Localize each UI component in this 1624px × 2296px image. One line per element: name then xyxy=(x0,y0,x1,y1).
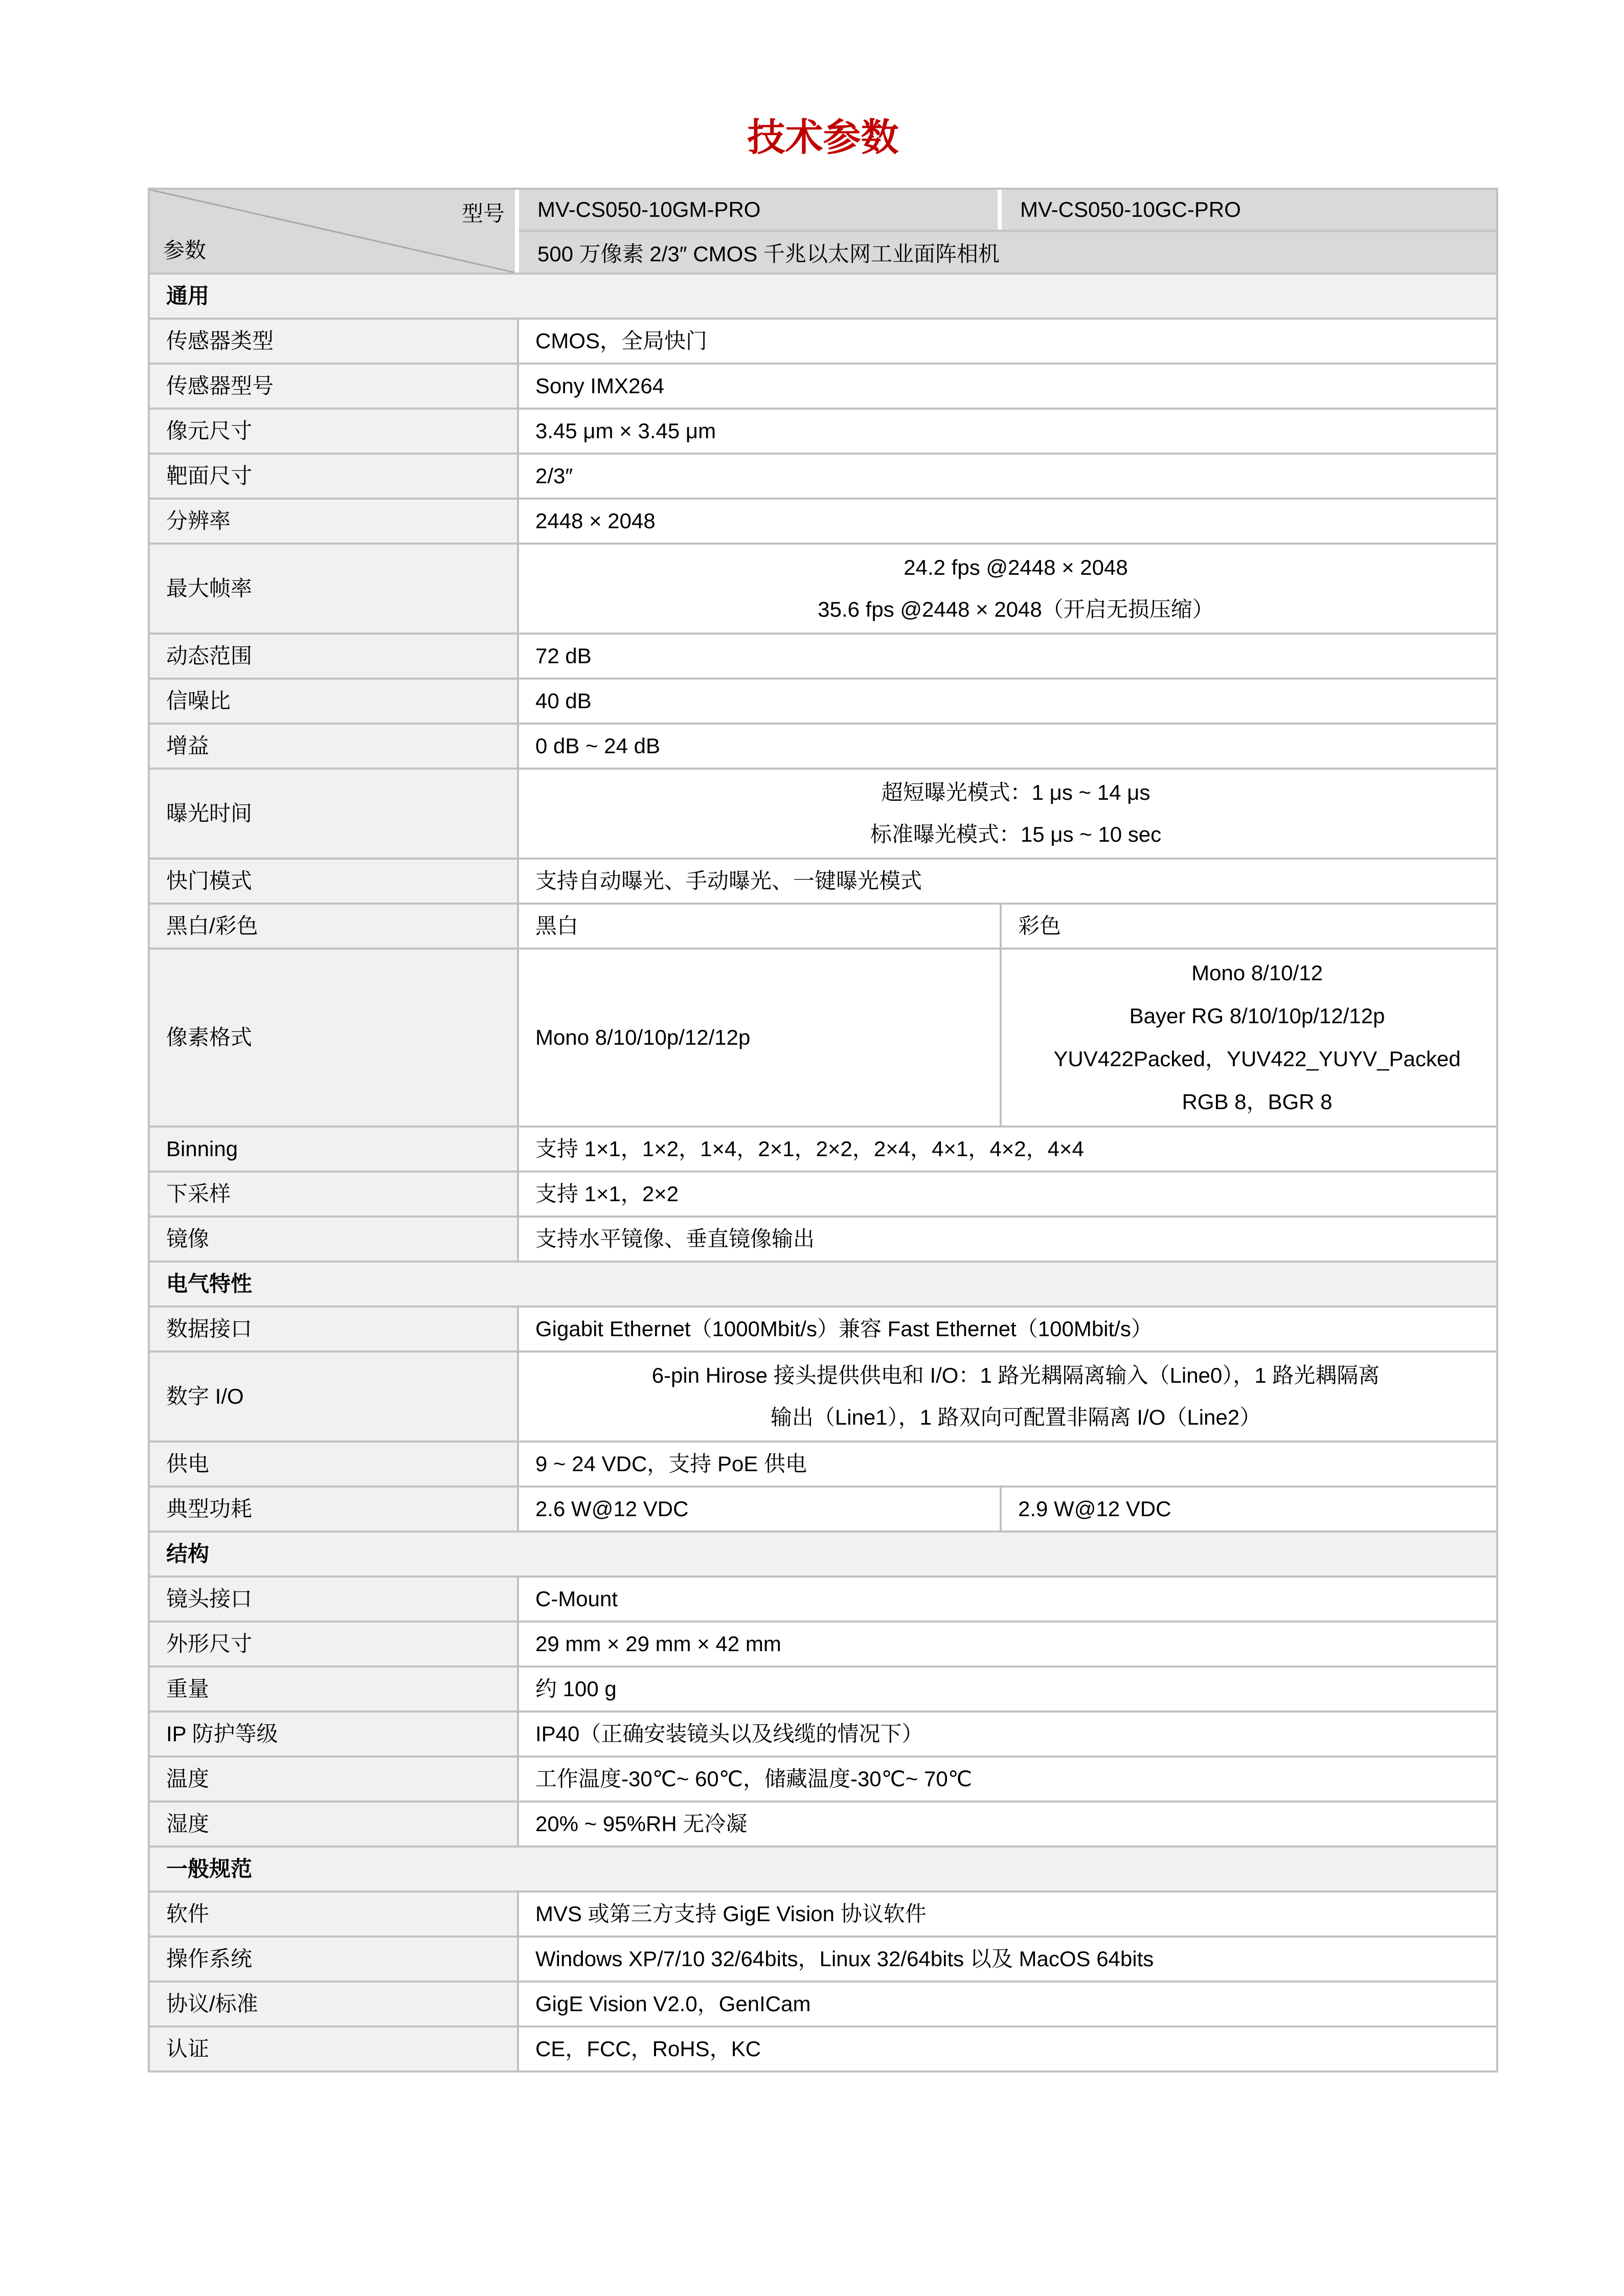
row-label-temperature: 温度 xyxy=(150,1758,517,1800)
row-label-mono-color: 黑白/彩色 xyxy=(150,905,517,948)
exposure-line-2: 标准曝光模式：15 μs ~ 10 sec xyxy=(870,822,1162,847)
row-value-pixel-format-color xyxy=(1002,950,1496,1126)
spec-table xyxy=(148,188,1498,2073)
row-value-temperature: 工作温度-30℃~ 60℃，储藏温度-30℃~ 70℃ xyxy=(519,1758,1496,1800)
row-value-snr: 40 dB xyxy=(519,680,1496,723)
row-value-lens-mount: C-Mount xyxy=(519,1578,1496,1620)
section-general-spec: 一般规范 xyxy=(150,1848,1496,1890)
row-value-software: MVS 或第三方支持 GigE Vision 协议软件 xyxy=(519,1893,1496,1935)
row-label-shutter-mode: 快门模式 xyxy=(150,860,517,903)
row-value-exposure-time xyxy=(519,770,1496,858)
row-value-digital-io xyxy=(519,1353,1496,1440)
row-value-dynamic-range: 72 dB xyxy=(519,635,1496,678)
row-label-sensor-model: 传感器型号 xyxy=(150,365,517,408)
row-value-data-interface: Gigabit Ethernet（1000Mbit/s）兼容 Fast Ethernet（100Mbit/s） xyxy=(519,1308,1496,1350)
row-value-color: 彩色 xyxy=(1002,905,1496,948)
pixel-format-line-4: RGB 8，BGR 8 xyxy=(1182,1090,1333,1114)
section-structure: 结构 xyxy=(150,1533,1496,1575)
page-title: 技术参数 xyxy=(747,116,899,159)
row-value-weight: 约 100 g xyxy=(519,1668,1496,1710)
product-subtitle: 500 万像素 2/3″ CMOS 千兆以太网工业面阵相机 xyxy=(519,232,1496,273)
row-value-certification: CE，FCC，RoHS，KC xyxy=(519,2028,1496,2070)
table-body xyxy=(150,275,1496,2070)
row-label-os: 操作系统 xyxy=(150,1938,517,1980)
row-label-weight: 重量 xyxy=(150,1668,517,1710)
row-label-data-interface: 数据接口 xyxy=(150,1308,517,1350)
row-label-dimensions: 外形尺寸 xyxy=(150,1623,517,1665)
row-label-digital-io: 数字 I/O xyxy=(150,1353,517,1440)
row-label-certification: 认证 xyxy=(150,2028,517,2070)
row-label-power-consumption: 典型功耗 xyxy=(150,1488,517,1530)
model-name-color: MV-CS050-10GC-PRO xyxy=(1002,190,1496,230)
row-value-shutter-mode: 支持自动曝光、手动曝光、一键曝光模式 xyxy=(519,860,1496,903)
row-label-ip-rating: IP 防护等级 xyxy=(150,1713,517,1755)
exposure-line-1: 超短曝光模式：1 μs ~ 14 μs xyxy=(881,780,1151,805)
row-value-dimensions: 29 mm × 29 mm × 42 mm xyxy=(519,1623,1496,1665)
row-label-dynamic-range: 动态范围 xyxy=(150,635,517,678)
row-value-pixel-format-mono: Mono 8/10/10p/12/12p xyxy=(519,950,1000,1126)
row-label-lens-mount: 镜头接口 xyxy=(150,1578,517,1620)
row-value-gain: 0 dB ~ 24 dB xyxy=(519,725,1496,768)
row-label-humidity: 湿度 xyxy=(150,1803,517,1845)
row-label-pixel-format: 像素格式 xyxy=(150,950,517,1126)
digital-io-line-2: 输出（Line1），1 路双向可配置非隔离 I/O（Line2） xyxy=(770,1405,1261,1430)
row-label-pixel-size: 像元尺寸 xyxy=(150,410,517,453)
row-value-power-color: 2.9 W@12 VDC xyxy=(1002,1488,1496,1530)
row-label-resolution: 分辨率 xyxy=(150,500,517,543)
row-label-sensor-type: 传感器类型 xyxy=(150,320,517,363)
row-label-exposure-time: 曝光时间 xyxy=(150,770,517,858)
framerate-line-1: 24.2 fps @2448 × 2048 xyxy=(904,555,1128,580)
table-header xyxy=(150,190,1496,273)
row-value-power-supply: 9 ~ 24 VDC，支持 PoE 供电 xyxy=(519,1443,1496,1485)
model-name-mono: MV-CS050-10GM-PRO xyxy=(519,190,998,230)
row-value-max-framerate xyxy=(519,545,1496,633)
row-value-resolution: 2448 × 2048 xyxy=(519,500,1496,543)
pixel-format-line-1: Mono 8/10/12 xyxy=(1191,961,1323,985)
row-label-decimation: 下采样 xyxy=(150,1173,517,1215)
row-label-gain: 增益 xyxy=(150,725,517,768)
row-value-mono: 黑白 xyxy=(519,905,1000,948)
row-label-power-supply: 供电 xyxy=(150,1443,517,1485)
row-label-software: 软件 xyxy=(150,1893,517,1935)
row-value-protocol: GigE Vision V2.0，GenICam xyxy=(519,1983,1496,2025)
row-label-mirror: 镜像 xyxy=(150,1218,517,1260)
row-value-power-mono: 2.6 W@12 VDC xyxy=(519,1488,1000,1530)
section-general: 通用 xyxy=(150,275,1496,318)
row-value-binning: 支持 1×1，1×2，1×4，2×1，2×2，2×4，4×1，4×2，4×4 xyxy=(519,1128,1496,1170)
row-value-os: Windows XP/7/10 32/64bits，Linux 32/64bits 以及 MacOS 64bits xyxy=(519,1938,1496,1980)
row-label-binning: Binning xyxy=(150,1128,517,1170)
row-value-pixel-size: 3.45 μm × 3.45 μm xyxy=(519,410,1496,453)
row-value-ip-rating: IP40（正确安装镜头以及线缆的情况下） xyxy=(519,1713,1496,1755)
row-value-sensor-type: CMOS，全局快门 xyxy=(519,320,1496,363)
header-corner-cell xyxy=(150,190,515,273)
row-value-humidity: 20% ~ 95%RH 无冷凝 xyxy=(519,1803,1496,1845)
row-label-sensor-format: 靶面尺寸 xyxy=(150,455,517,498)
spec-sheet-page xyxy=(148,117,1498,2073)
row-label-protocol: 协议/标准 xyxy=(150,1983,517,2025)
row-value-sensor-format: 2/3″ xyxy=(519,455,1496,498)
section-electrical: 电气特性 xyxy=(150,1263,1496,1305)
digital-io-line-1: 6-pin Hirose 接头提供供电和 I/O：1 路光耦隔离输入（Line0），1 路光耦隔离 xyxy=(651,1363,1380,1388)
row-label-max-framerate: 最大帧率 xyxy=(150,545,517,633)
pixel-format-line-3: YUV422Packed，YUV422_YUYV_Packed xyxy=(1053,1047,1461,1071)
corner-label-model: 型号 xyxy=(461,201,505,226)
row-value-mirror: 支持水平镜像、垂直镜像输出 xyxy=(519,1218,1496,1260)
row-label-snr: 信噪比 xyxy=(150,680,517,723)
row-value-decimation: 支持 1×1，2×2 xyxy=(519,1173,1496,1215)
framerate-line-2: 35.6 fps @2448 × 2048（开启无损压缩） xyxy=(818,597,1214,622)
row-value-sensor-model: Sony IMX264 xyxy=(519,365,1496,408)
pixel-format-line-2: Bayer RG 8/10/10p/12/12p xyxy=(1129,1004,1385,1028)
corner-label-param: 参数 xyxy=(163,238,207,263)
